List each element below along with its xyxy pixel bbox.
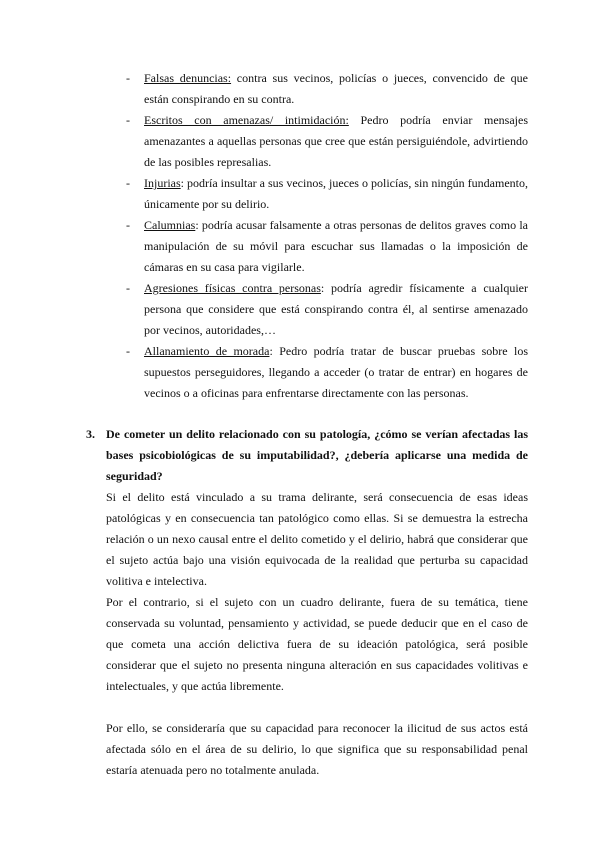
list-item-text: : Pedro podría tratar de buscar pruebas sobre los supuestos perseguidores, llegando a acceder (o tratar de entrar) en hogares de vecinos o a oficinas para enfrentarse directamente con las personas.	[144, 344, 528, 400]
bullet-dash: -	[126, 281, 130, 295]
list-item	[126, 68, 528, 110]
list-item	[126, 215, 528, 278]
bullet-dash: -	[126, 113, 130, 127]
list-item	[126, 278, 528, 341]
list-item-text: : podría insultar a sus vecinos, jueces o policías, sin ningún fundamento, únicamente por su delirio.	[144, 176, 528, 211]
offense-list	[126, 68, 528, 404]
section-heading-text: De cometer un delito relacionado con su patología, ¿cómo se verían afectadas las bases psicobiológicas de su imputabilidad?, ¿debería aplicarse una medida de seguridad?	[106, 427, 528, 483]
list-item-text: contra sus vecinos, policías o jueces, convencido de que están conspirando en su contra.	[144, 71, 528, 106]
body-paragraph: Por ello, se consideraría que su capacidad para reconocer la ilicitud de sus actos está afectada sólo en el área de su delirio, lo que significa que su responsabilidad penal estaría atenuada pero no totalmente anulada.	[106, 721, 528, 777]
body-paragraph: Por el contrario, si el sujeto con un cuadro delirante, fuera de su temática, tiene conservada su voluntad, pensamiento y actividad, se puede deducir que en el caso de que cometa una acción delictiva fuera de su ideación patológica, será posible considerar que el sujeto no presenta ninguna alteración en sus capacidades volitivas e intelectuales, y que actúa libremente.	[106, 595, 528, 693]
list-item-term: Agresiones físicas contra personas	[144, 281, 321, 295]
bullet-dash: -	[126, 71, 130, 85]
list-item	[126, 110, 528, 173]
list-item-text: Pedro podría enviar mensajes amenazantes a aquellas personas que cree que están persiguiéndole, advirtiendo de las posibles represalias.	[144, 113, 528, 169]
bullet-dash: -	[126, 218, 130, 232]
list-item-term: Allanamiento de morada	[144, 344, 270, 358]
section-number: 3.	[86, 427, 95, 441]
body-paragraph: Si el delito está vinculado a su trama delirante, será consecuencia de esas ideas patológicas y en consecuencia tan patológico como ellas. Si se demuestra la estrecha relación o un nexo causal entre el delito cometido y el delirio, habrá que considerar que el sujeto actúa bajo una visión equivocada de la realidad que perturba su capacidad volitiva e intelectiva.	[106, 490, 528, 588]
list-item	[126, 341, 528, 404]
list-item-term: Calumnias	[144, 218, 196, 232]
list-item	[126, 173, 528, 215]
list-item-term: Injurias	[144, 176, 181, 190]
bullet-dash: -	[126, 176, 130, 190]
bullet-dash: -	[126, 344, 130, 358]
list-item-text: : podría agredir físicamente a cualquier persona que considere que está conspirando contra él, al sentirse amenazado por vecinos, autoridades,…	[144, 281, 528, 337]
question-section	[86, 424, 528, 781]
list-item-term: Escritos con amenazas/ intimidación:	[144, 113, 349, 127]
list-item-text: : podría acusar falsamente a otras personas de delitos graves como la manipulación de su móvil para escuchar sus llamadas o la imposición de cámaras en su casa para vigilarle.	[144, 218, 528, 274]
section-heading	[86, 424, 528, 487]
list-item-term: Falsas denuncias:	[144, 71, 232, 85]
